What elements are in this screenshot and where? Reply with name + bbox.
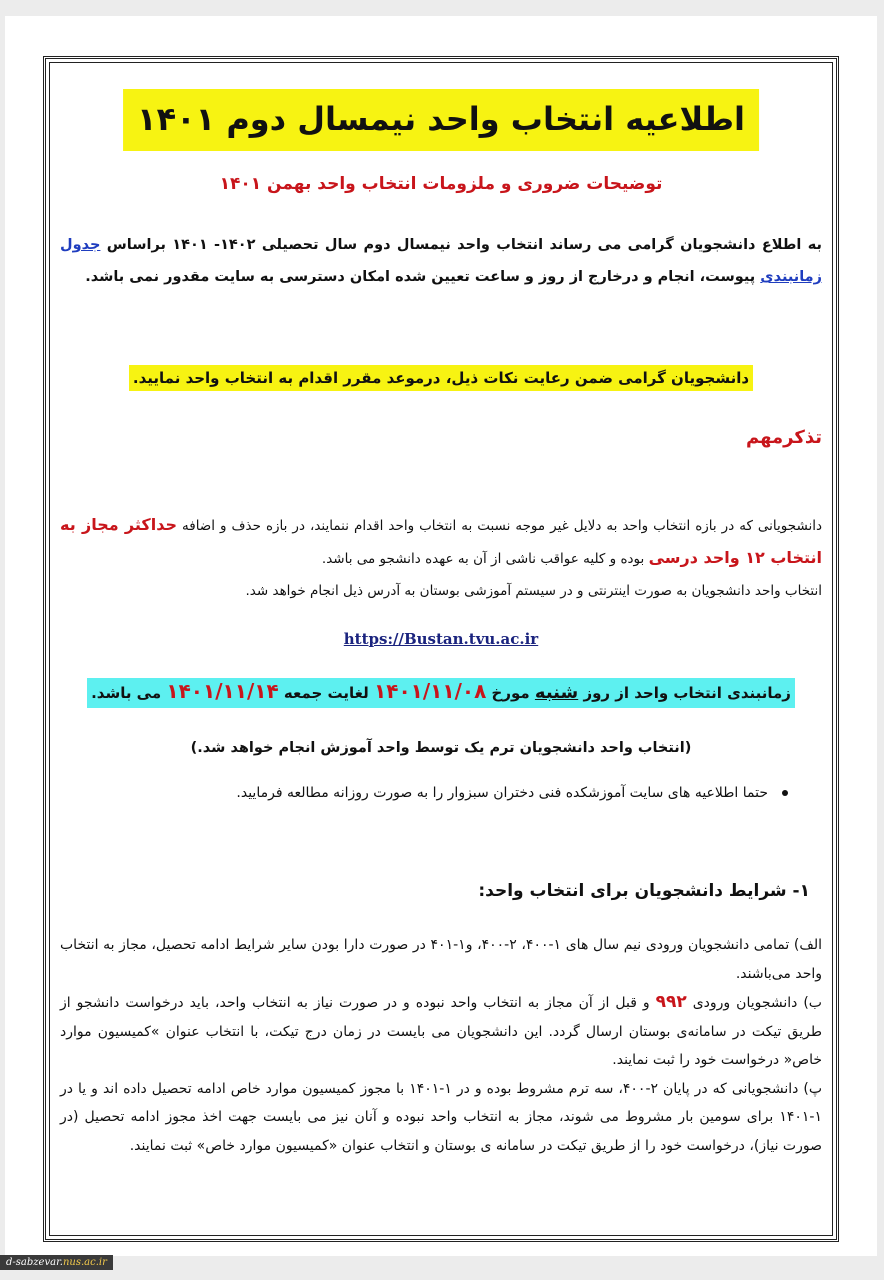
- schedule-start-date: ۱۴۰۱/۱۱/۰۸: [374, 679, 487, 703]
- site-watermark: [0, 1255, 113, 1270]
- watermark-domain: nus.ac.ir: [62, 1257, 107, 1268]
- watermark-prefix: d-sabzevar.: [6, 1257, 63, 1268]
- notice-paragraph: [60, 362, 822, 394]
- intro-text-2: پیوست، انجام و درخارج از روز و ساعت تعیین شده امکان دسترسی به سایت مقدور نمی باشد.: [85, 269, 756, 285]
- intro-text-1: به اطلاع دانشجویان گرامی می رساند انتخاب واحد نیمسال دوم سال تحصیلی ۱۴۰۲- ۱۴۰۱ براساس: [106, 237, 822, 253]
- schedule-text-4: می باشد.: [91, 684, 162, 702]
- important-text-1: دانشجویانی که در بازه انتخاب واحد به دلایل غیر موجه نسبت به انتخاب واحد اقدام ننمایند، در بازه حذف و اضافه: [182, 518, 823, 534]
- bullet-text: حتما اطلاعیه های سایت آموزشکده فنی دختران سبزوار را به صورت روزانه مطالعه فرمایید.: [236, 785, 768, 801]
- schedule-text-2: مورخ: [491, 684, 530, 702]
- section1-be-text-1: ب) دانشجویان ورودی: [692, 995, 822, 1011]
- section1-be-text-2: و قبل از آن مجاز به انتخاب واحد نبوده و در صورت نیاز به انتخاب واحد، باید درخواست دانشجو از طریق تیکت در سامانه‌ی بوستان ارسال گردد. این دانشجویان می بایست در زمان درج تیکت، با انتخاب عنوان »کمیسیون موارد خاص« درخواست خود را ثبت نمایند.: [60, 995, 822, 1068]
- first-term-note: (انتخاب واحد دانشجویان ترم یک توسط واحد آموزش انجام خواهد شد.): [190, 740, 692, 756]
- schedule-end-date: ۱۴۰۱/۱۱/۱۴: [166, 679, 279, 703]
- section1-alef: الف) تمامی دانشجویان ورودی نیم سال های ۱-۴۰۰، ۲-۴۰۰، و۱-۴۰۱ در صورت دارا بودن سایر شرایط ادامه تحصیل، مجاز به انتخاب واحد می‌باشند.: [60, 937, 822, 982]
- bullet-icon: [782, 790, 788, 796]
- important-text-2: بوده و کلیه عواقب ناشی از آن به عهده دانشجو می باشد.: [321, 551, 645, 567]
- schedule-table-link[interactable]: جدول زمانبندی: [60, 237, 822, 285]
- announcement-subtitle: توضیحات ضروری و ملزومات انتخاب واحد بهمن ۱۴۰۱: [219, 174, 663, 194]
- reminder-heading: تذکرمهم: [746, 427, 822, 448]
- section1-pe: پ) دانشجویانی که در پایان ۲-۴۰۰، سه ترم مشروط بوده و در ۱-۱۴۰۱ با مجوز کمیسیون موارد خاص ادامه تحصیل داده اند و یا در ۱-۱۴۰۱ برای سومین بار مشروط می شوند، مجاز به انتخاب واحد نبوده و آنان نیز می بایست جهت اخذ مجوز ادامه تحصیل (در صورت نیاز)، درخواست خود را از طریق تیکت در سامانه ی بوستان و انتخاب عنوان «کمیسیون موارد خاص» ثبت نمایند.: [60, 1080, 823, 1154]
- section1-body: [60, 931, 822, 1160]
- document-content: [46, 59, 836, 1239]
- announcement-title: اطلاعیه انتخاب واحد نیمسال دوم ۱۴۰۱: [123, 89, 759, 151]
- important-paragraph: [60, 509, 822, 607]
- schedule-text-1: زمانبندی انتخاب واحد از روز: [583, 684, 791, 702]
- notes-list: [86, 785, 788, 801]
- section1-be-entry-year: ۹۹۲: [655, 992, 687, 1012]
- max-units-highlight: حداکثر مجاز به انتخاب ۱۲ واحد درسی: [60, 515, 822, 567]
- schedule-day: شنبه: [534, 682, 579, 703]
- notice-highlight: دانشجویان گرامی ضمن رعایت نکات ذیل، درموعد مقرر اقدام به انتخاب واحد نمایید.: [129, 365, 753, 391]
- schedule-highlight: [87, 678, 795, 708]
- intro-paragraph: [60, 229, 822, 293]
- section1-heading: ۱- شرایط دانشجویان برای انتخاب واحد:: [478, 881, 810, 901]
- important-text-3: انتخاب واحد دانشجویان به صورت اینترنتی و در سیستم آموزشی بوستان به آدرس ذیل انجام خواهد شد.: [245, 583, 822, 599]
- schedule-paragraph: [60, 675, 822, 709]
- list-item: [86, 785, 788, 801]
- document-border: [43, 56, 839, 1242]
- url-line: [60, 623, 822, 656]
- section1-be: [60, 988, 822, 1075]
- bustan-url-link[interactable]: https://Bustan.tvu.ac.ir: [343, 630, 539, 648]
- document-page: [5, 16, 877, 1256]
- schedule-text-3: لغایت جمعه: [283, 684, 369, 702]
